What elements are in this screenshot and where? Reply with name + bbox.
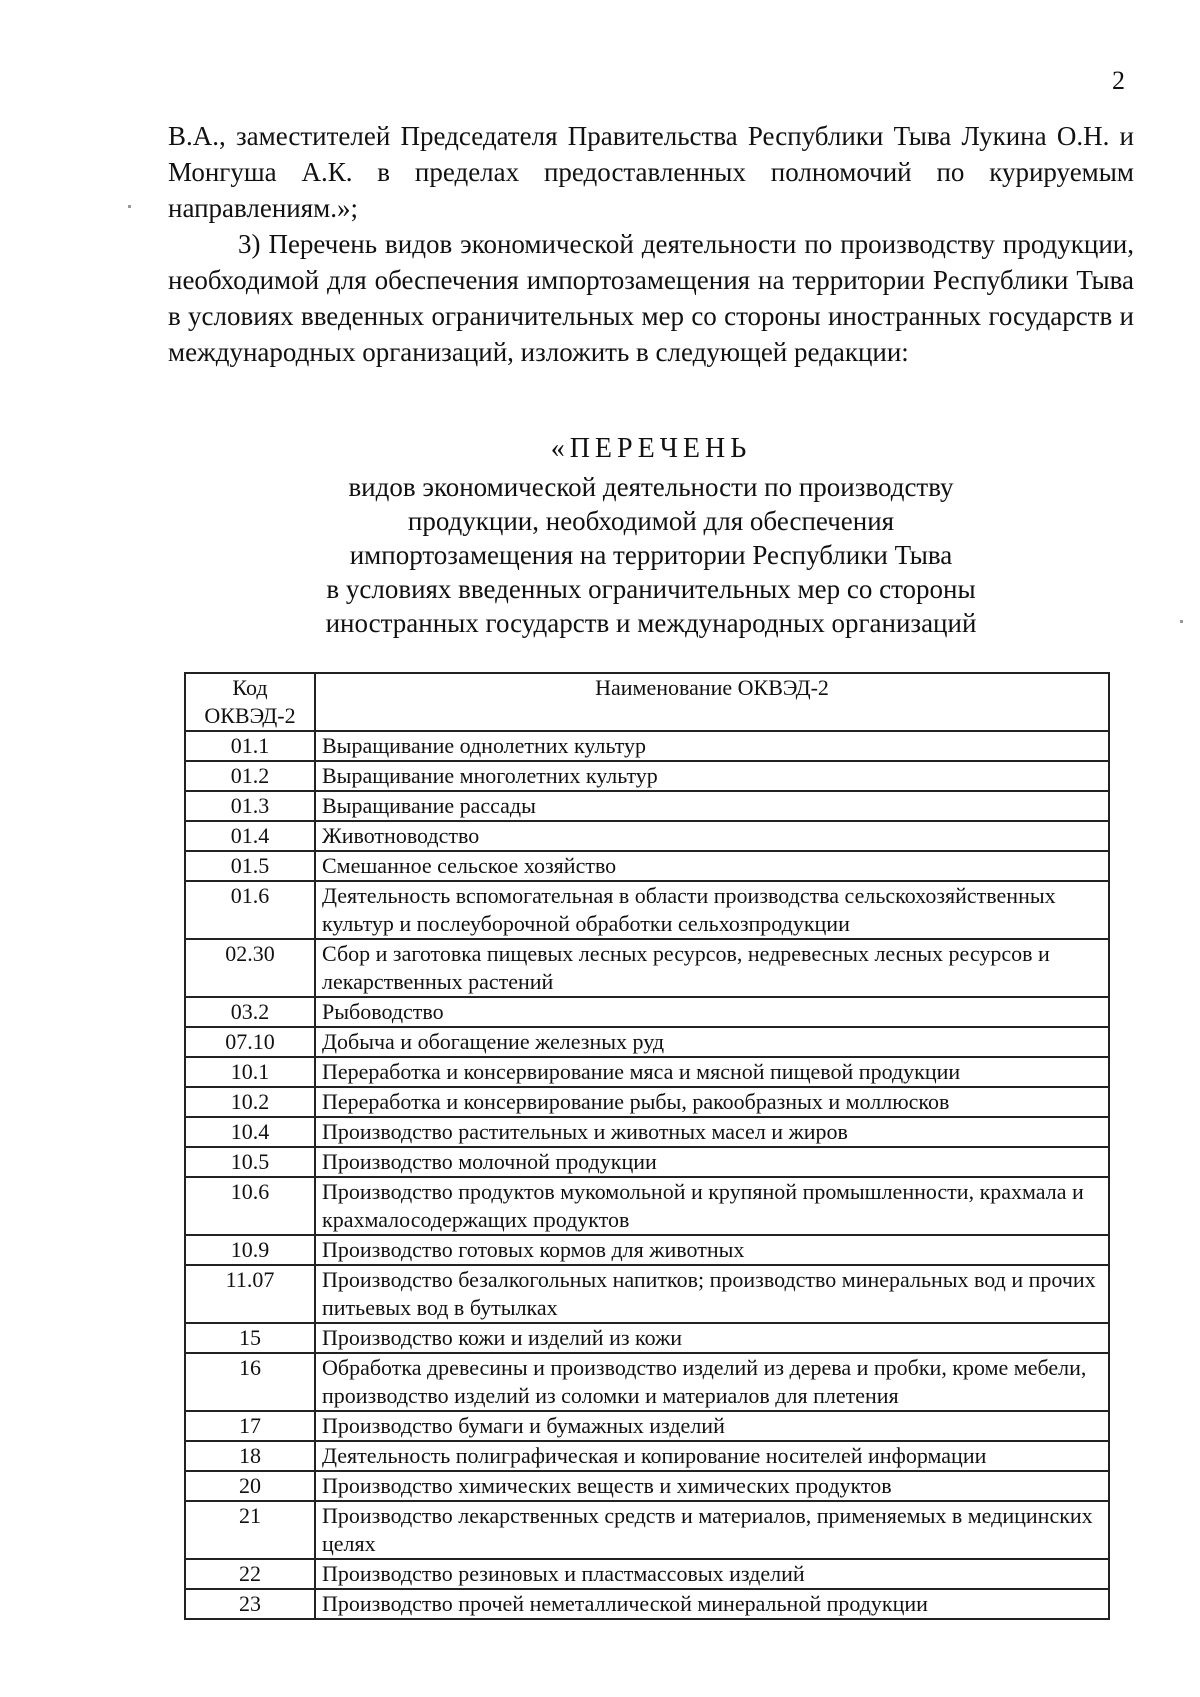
okved-code: 10.2 [185, 1087, 315, 1117]
table-row [185, 1057, 1109, 1087]
okved-code: 10.9 [185, 1235, 315, 1265]
okved-code: 15 [185, 1323, 315, 1353]
okved-name: Переработка и консервирование рыбы, ракообразных и моллюсков [315, 1087, 1109, 1117]
table-row [185, 1441, 1109, 1471]
okved-code: 22 [185, 1559, 315, 1589]
okved-code: 18 [185, 1441, 315, 1471]
okved-name: Добыча и обогащение железных руд [315, 1027, 1109, 1057]
okved-code: 03.2 [185, 997, 315, 1027]
table-row [185, 1589, 1109, 1619]
table-row [185, 1117, 1109, 1147]
table-row [185, 761, 1109, 791]
list-title-line: иностранных государств и международных организаций [325, 608, 977, 638]
okved-name: Выращивание однолетних культур [315, 731, 1109, 761]
header-code: Код ОКВЭД-2 [185, 673, 315, 731]
intro-paragraph-1: В.А., заместителей Председателя Правительства Республики Тыва Лукина О.Н. и Монгуша А.К. в пределах предоставленных полномочий по курируемым направлениям.»; [168, 121, 1134, 223]
okved-name: Обработка древесины и производство изделий из дерева и пробки, кроме мебели, производство изделий из соломки и материалов для плетения [315, 1353, 1109, 1411]
table-header-row [185, 673, 1109, 731]
list-title-line: продукции, необходимой для обеспечения [407, 506, 895, 536]
table-row [185, 1501, 1109, 1559]
table-row [185, 1177, 1109, 1235]
table-row [185, 791, 1109, 821]
list-title-line: видов экономической деятельности по производству [348, 472, 954, 502]
okved-code: 10.5 [185, 1147, 315, 1177]
okved-code: 01.1 [185, 731, 315, 761]
okved-name: Производство продуктов мукомольной и крупяной промышленности, крахмала и крахмалосодержащих продуктов [315, 1177, 1109, 1235]
intro-paragraph-2: 3) Перечень видов экономической деятельности по производству продукции, необходимой для обеспечения импортозамещения на территории Республики Тыва в условиях введенных ограничительных мер со стороны иностранных государств и международных организаций, изложить в следующей редакции: [168, 229, 1134, 367]
okved-name: Производство растительных и животных масел и жиров [315, 1117, 1109, 1147]
okved-code: 11.07 [185, 1265, 315, 1323]
okved-code: 01.2 [185, 761, 315, 791]
okved-code: 10.6 [185, 1177, 315, 1235]
page-number: 2 [1112, 66, 1125, 95]
okved-name: Выращивание рассады [315, 791, 1109, 821]
list-title-line: импортозамещения на территории Республики Тыва [349, 540, 953, 570]
okved-name: Производство бумаги и бумажных изделий [315, 1411, 1109, 1441]
okved-name: Рыбоводство [315, 997, 1109, 1027]
table-row [185, 1471, 1109, 1501]
okved-name: Сбор и заготовка пищевых лесных ресурсов, недревесных лесных ресурсов и лекарственных растений [315, 939, 1109, 997]
okved-name: Производство химических веществ и химических продуктов [315, 1471, 1109, 1501]
list-title-line: в условиях введенных ограничительных мер со стороны [326, 574, 976, 604]
table-row [185, 1027, 1109, 1057]
okved-code: 23 [185, 1589, 315, 1619]
okved-code: 02.30 [185, 939, 315, 997]
okved-name: Деятельность полиграфическая и копирование носителей информации [315, 1441, 1109, 1471]
scan-mark [1180, 620, 1183, 623]
okved-name: Производство молочной продукции [315, 1147, 1109, 1177]
okved-code: 01.6 [185, 881, 315, 939]
okved-code: 20 [185, 1471, 315, 1501]
table-row [185, 1559, 1109, 1589]
okved-name: Производство безалкогольных напитков; производство минеральных вод и прочих питьевых вод в бутылках [315, 1265, 1109, 1323]
table-row [185, 821, 1109, 851]
okved-code: 10.4 [185, 1117, 315, 1147]
table-row [185, 1235, 1109, 1265]
okved-name: Деятельность вспомогательная в области производства сельскохозяйственных культур и послеуборочной обработки сельхозпродукции [315, 881, 1109, 939]
okved-code: 17 [185, 1411, 315, 1441]
table-row [185, 731, 1109, 761]
okved-name: Животноводство [315, 821, 1109, 851]
okved-name: Производство кожи и изделий из кожи [315, 1323, 1109, 1353]
table-row [185, 851, 1109, 881]
okved-name: Производство готовых кормов для животных [315, 1235, 1109, 1265]
okved-code: 01.5 [185, 851, 315, 881]
table-row [185, 1147, 1109, 1177]
okved-code: 21 [185, 1501, 315, 1559]
table-row [185, 1087, 1109, 1117]
table-row [185, 881, 1109, 939]
table-row [185, 997, 1109, 1027]
list-title-main: «ПЕРЕЧЕНЬ [550, 433, 752, 464]
okved-name: Производство прочей неметаллической минеральной продукции [315, 1589, 1109, 1619]
header-name: Наименование ОКВЭД-2 [315, 673, 1109, 731]
okved-table [184, 672, 1110, 1620]
table-row [185, 1411, 1109, 1441]
table-row [185, 1323, 1109, 1353]
table-body [185, 731, 1109, 1619]
okved-code: 10.1 [185, 1057, 315, 1087]
okved-code: 01.4 [185, 821, 315, 851]
list-title [168, 432, 1134, 640]
table-row [185, 939, 1109, 997]
okved-name: Смешанное сельское хозяйство [315, 851, 1109, 881]
intro-text [168, 118, 1134, 370]
okved-name: Переработка и консервирование мяса и мясной пищевой продукции [315, 1057, 1109, 1087]
okved-code: 01.3 [185, 791, 315, 821]
okved-name: Производство лекарственных средств и материалов, применяемых в медицинских целях [315, 1501, 1109, 1559]
table-row [185, 1265, 1109, 1323]
okved-name: Производство резиновых и пластмассовых изделий [315, 1559, 1109, 1589]
okved-code: 16 [185, 1353, 315, 1411]
table-row [185, 1353, 1109, 1411]
scan-mark [128, 205, 131, 208]
okved-code: 07.10 [185, 1027, 315, 1057]
okved-name: Выращивание многолетних культур [315, 761, 1109, 791]
